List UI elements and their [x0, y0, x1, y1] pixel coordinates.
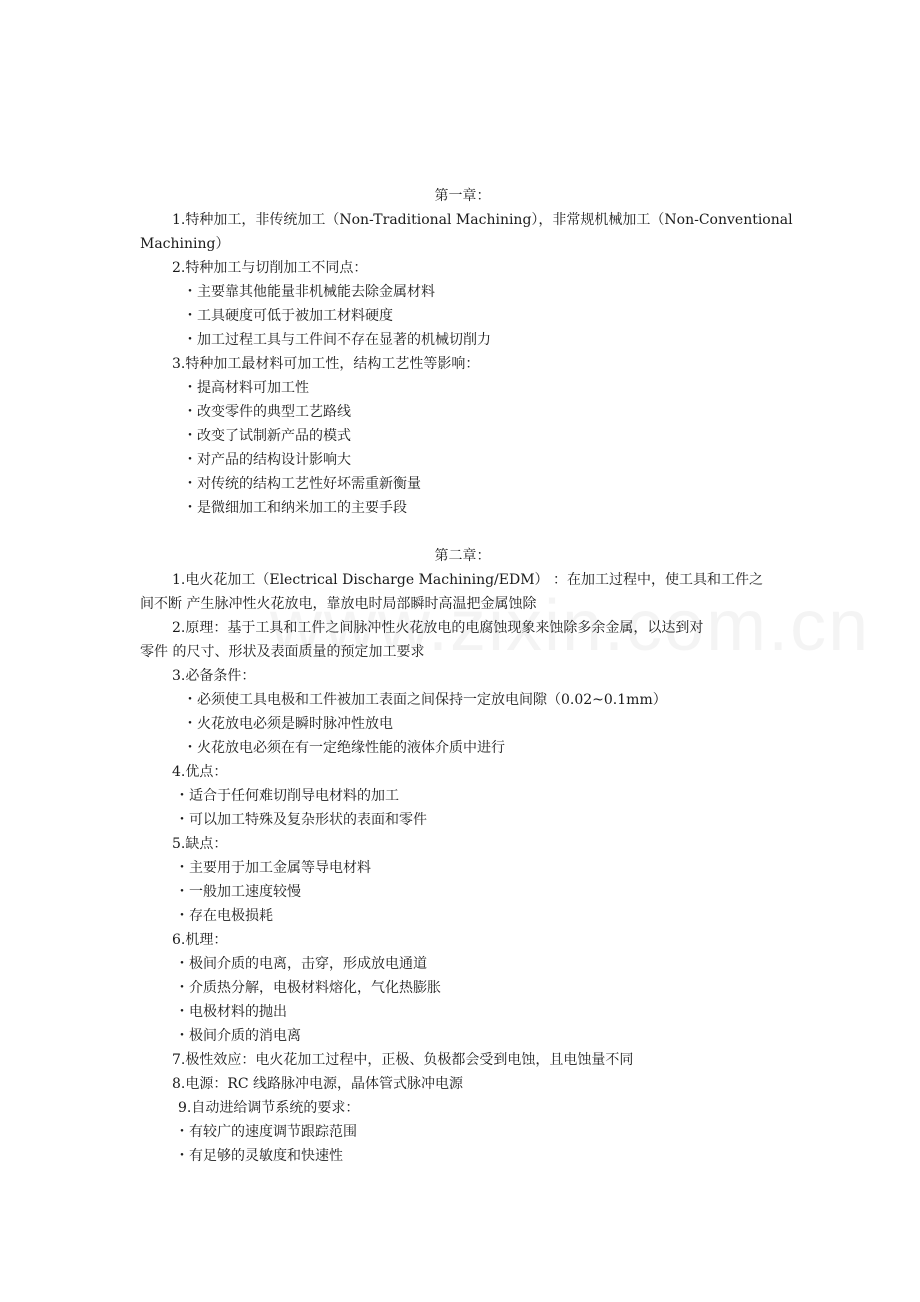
ch1-item-3-bullet: ・对传统的结构工艺性好坏需重新衡量 — [183, 476, 421, 492]
ch2-item-4-bullet: ・适合于任何难切削导电材料的加工 — [175, 788, 399, 804]
ch2-item-4-bullet: ・可以加工特殊及复杂形状的表面和零件 — [175, 812, 427, 828]
ch1-item-3-bullet: ・改变零件的典型工艺路线 — [183, 404, 351, 420]
ch1-item-3-bullet: ・提高材料可加工性 — [183, 380, 309, 396]
ch2-item-6-bullet: ・介质热分解，电极材料熔化，气化热膨胀 — [175, 980, 441, 996]
ch1-item-3-bullet: ・是微细加工和纳米加工的主要手段 — [183, 500, 407, 516]
ch2-item-6-bullet: ・极间介质的电离，击穿，形成放电通道 — [175, 956, 427, 972]
ch1-item-2: 2.特种加工与切削加工不同点： — [172, 260, 368, 276]
ch2-item-2-line1: 2.原理：基于工具和工件之间脉冲性火花放电的电腐蚀现象来蚀除多余金属，以达到对 — [172, 620, 704, 636]
ch2-item-3-bullet: ・火花放电必须在有一定绝缘性能的液体介质中进行 — [183, 740, 505, 756]
ch1-item-1-line1: 1.特种加工，非传统加工（Non-Traditional Machining），非常规机械加工（Non-Conventional — [172, 212, 793, 228]
ch2-item-5-bullet: ・主要用于加工金属等导电材料 — [175, 860, 371, 876]
ch2-item-9: 9.自动进给调节系统的要求： — [178, 1100, 360, 1116]
chapter-2-heading: 第二章： — [434, 548, 491, 564]
ch2-item-1-line1: 1.电火花加工（Electrical Discharge Machining/EDM） ：在加工过程中，使工具和工件之 — [172, 572, 764, 588]
ch2-item-3-bullet: ・火花放电必须是瞬时脉冲性放电 — [183, 716, 393, 732]
ch1-item-2-bullet: ・主要靠其他能量非机械能去除金属材料 — [183, 284, 435, 300]
ch1-item-1-line2: Machining） — [140, 236, 230, 252]
ch2-item-3-bullet: ・必须使工具电极和工件被加工表面之间保持一定放电间隙（0.02~0.1mm） — [183, 692, 667, 708]
ch2-item-7: 7.极性效应：电火花加工过程中，正极、负极都会受到电蚀，且电蚀量不同 — [172, 1052, 634, 1068]
ch2-item-9-bullet: ・有足够的灵敏度和快速性 — [175, 1148, 343, 1164]
ch1-item-2-bullet: ・加工过程工具与工件间不存在显著的机械切削力 — [183, 332, 491, 348]
document-body — [140, 184, 793, 1168]
ch1-item-3: 3.特种加工最材料可加工性，结构工艺性等影响： — [172, 356, 480, 372]
ch2-item-1-line2: 间不断 产生脉冲性火花放电，靠放电时局部瞬时高温把金属蚀除 — [140, 596, 537, 612]
ch1-item-2-bullet: ・工具硬度可低于被加工材料硬度 — [183, 308, 393, 324]
ch2-item-6: 6.机理： — [172, 932, 228, 948]
spacer — [140, 520, 785, 544]
ch2-item-2-line2: 零件 的尺寸、形状及表面质量的预定加工要求 — [140, 644, 425, 660]
ch2-item-3: 3.必备条件： — [172, 668, 256, 684]
ch2-item-5: 5.缺点： — [172, 836, 228, 852]
ch2-item-9-bullet: ・有较广的速度调节跟踪范围 — [175, 1124, 357, 1140]
ch2-item-5-bullet: ・一般加工速度较慢 — [175, 884, 301, 900]
ch2-item-6-bullet: ・极间介质的消电离 — [175, 1028, 301, 1044]
ch2-item-8: 8.电源：RC 线路脉冲电源，晶体管式脉冲电源 — [172, 1076, 464, 1092]
chapter-1-heading: 第一章： — [434, 188, 491, 204]
ch2-item-5-bullet: ・存在电极损耗 — [175, 908, 273, 924]
ch1-item-3-bullet: ・对产品的结构设计影响大 — [183, 452, 351, 468]
ch2-item-4: 4.优点： — [172, 764, 228, 780]
ch2-item-6-bullet: ・电极材料的抛出 — [175, 1004, 287, 1020]
ch1-item-3-bullet: ・改变了试制新产品的模式 — [183, 428, 351, 444]
